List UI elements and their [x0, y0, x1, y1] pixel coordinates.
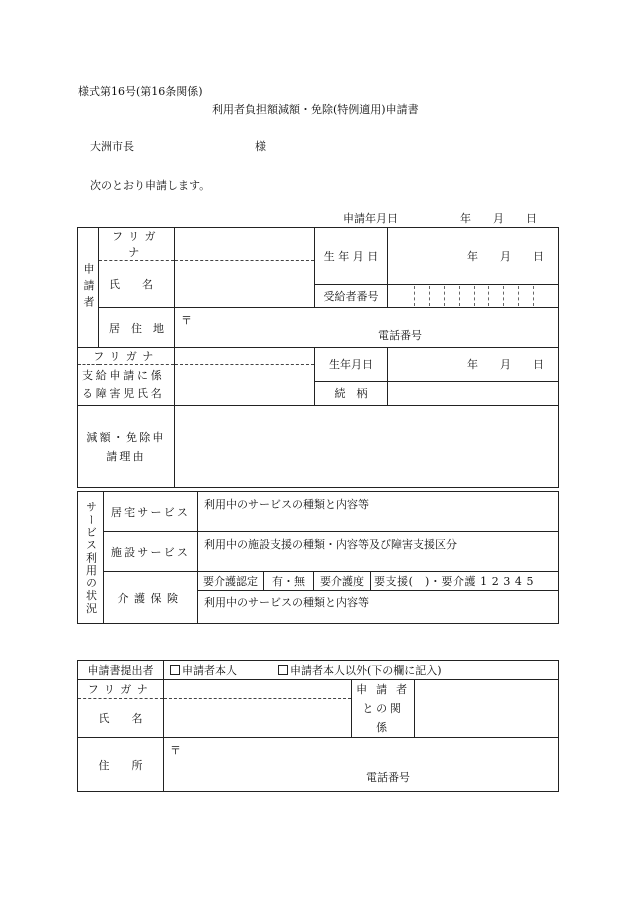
relation-to-applicant-label: 申 請 者との関係 [352, 680, 415, 738]
care-insurance-label: 介護保険 [104, 572, 198, 624]
submitter-furigana-label: フリガナ [78, 680, 164, 699]
recipient-number-label: 受給者番号 [315, 285, 388, 308]
submitter-name-field[interactable] [164, 699, 352, 738]
submitter-label: 申請書提出者 [78, 661, 164, 680]
submitter-address-field[interactable] [164, 738, 559, 792]
recipient-number-field[interactable] [388, 285, 559, 308]
child-birth-field[interactable]: 年 月 日 [388, 348, 559, 382]
application-date-label: 申請年月日 [343, 212, 398, 225]
submitter-options [164, 661, 559, 680]
checkbox-other[interactable] [278, 665, 288, 675]
home-service-label: 居宅サービス [104, 492, 198, 532]
form-number: 様式第16号(第16条関係) [78, 85, 203, 98]
facility-service-field[interactable] [198, 532, 559, 572]
applicant-group-label: 申請者 [78, 228, 99, 348]
child-furigana-label: フリガナ [78, 348, 175, 365]
application-date-fields[interactable]: 年 月 日 [460, 212, 537, 225]
submitter-address-label: 住 所 [78, 738, 164, 792]
submitter-furigana-field[interactable] [164, 680, 352, 699]
intro-text: 次のとおり申請します。 [90, 179, 211, 192]
applicant-address-label: 居 住 地 [99, 308, 175, 348]
option-other[interactable] [278, 664, 442, 677]
applicant-birth-label: 生 年 月 日 [315, 228, 388, 285]
care-cert-label: 要介護認定 [198, 572, 264, 591]
child-birth-label: 生年月日 [315, 348, 388, 382]
applicant-furigana-field[interactable] [175, 228, 315, 261]
care-yesno-field[interactable]: 有・無 [264, 572, 314, 591]
service-table [77, 491, 559, 624]
applicant-phone-label: 電話番号 [378, 329, 422, 342]
reason-field[interactable] [175, 406, 559, 488]
postal-mark: 〒 [170, 744, 181, 757]
relation-label: 続 柄 [315, 381, 388, 405]
child-name-label: 支給申請に係る障害児氏名 [78, 365, 175, 406]
applicant-birth-field[interactable]: 年 月 日 [388, 228, 559, 285]
care-level-label: 要介護度 [314, 572, 371, 591]
option-self-label: 申請者本人 [182, 664, 237, 677]
child-furigana-field[interactable] [175, 348, 315, 365]
home-service-detail: 利用中のサービスの種類と内容等 [204, 498, 369, 511]
option-other-label: 申請者本人以外(下の欄に記入) [290, 664, 442, 677]
care-level-field[interactable]: 要支援( )・要介護 1 2 3 4 5 [371, 572, 559, 591]
addressee: 大洲市長 [90, 140, 134, 153]
relation-to-applicant-field[interactable] [415, 680, 559, 738]
applicant-furigana-label: フリガナ [99, 228, 175, 261]
applicant-table [77, 227, 559, 488]
submitter-phone-label: 電話番号 [366, 771, 411, 784]
applicant-name-field[interactable] [175, 261, 315, 308]
applicant-name-label: 氏 名 [99, 261, 175, 308]
facility-service-label: 施設サービス [104, 532, 198, 572]
checkbox-self[interactable] [170, 665, 180, 675]
care-service-detail: 利用中のサービスの種類と内容等 [204, 596, 369, 609]
form-title: 利用者負担額減額・免除(特例適用)申請書 [212, 103, 419, 116]
postal-mark: 〒 [181, 314, 192, 327]
facility-service-detail: 利用中の施設支援の種類・内容等及び障害支援区分 [204, 538, 457, 551]
reason-label: 減額・免除申請理由 [78, 406, 175, 488]
home-service-field[interactable] [198, 492, 559, 532]
child-name-field[interactable] [175, 365, 315, 406]
option-self[interactable] [170, 664, 237, 677]
submitter-table [77, 660, 559, 792]
applicant-address-field[interactable] [175, 308, 559, 348]
honorific: 様 [255, 140, 266, 153]
relation-field[interactable] [388, 381, 559, 405]
service-group-label: サービス利用の状況 [78, 492, 104, 624]
submitter-name-label: 氏 名 [78, 699, 164, 738]
care-service-field[interactable] [198, 591, 559, 624]
